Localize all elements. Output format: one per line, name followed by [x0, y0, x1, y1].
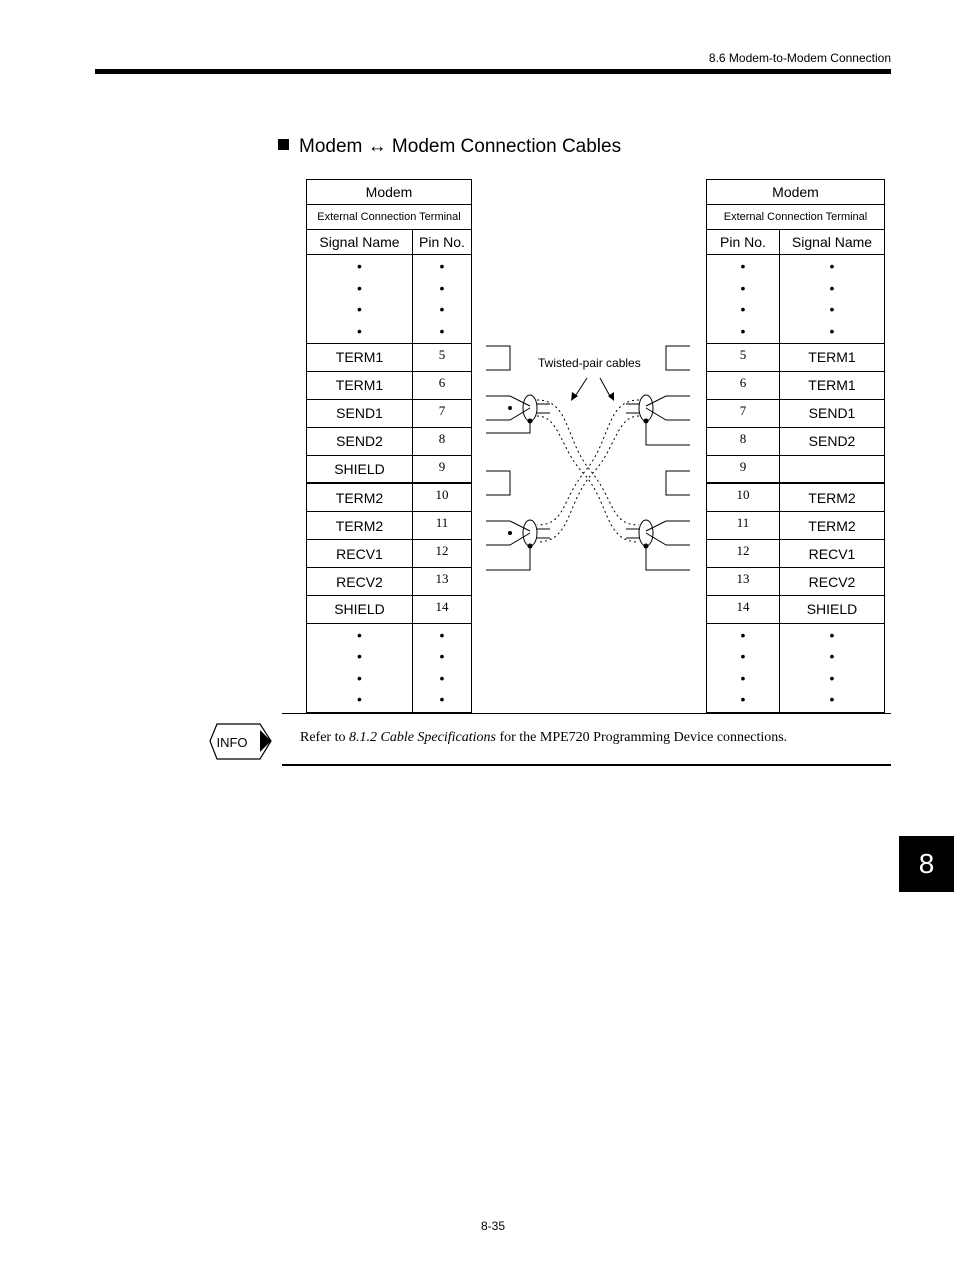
ellipsis-dots: [413, 623, 472, 712]
ellipsis-dots: [707, 255, 780, 344]
left-modem-table: [306, 179, 472, 713]
left-term1-jumper: [486, 346, 510, 370]
right-pin-row: [707, 455, 885, 483]
info-icon: [208, 722, 274, 762]
right-pin-row: [707, 512, 885, 540]
right-col-pin-header: Pin No.: [707, 230, 780, 255]
right-send-pair: [626, 395, 690, 445]
right-modem-table: [706, 179, 885, 713]
left-signal-name: RECV2: [307, 568, 413, 596]
right-pin-number: 10: [707, 483, 780, 511]
info-text: [300, 730, 787, 746]
left-send-pair: [486, 395, 550, 433]
title-part2: Modem Connection Cables: [391, 136, 622, 157]
ellipsis-dot: •: [439, 258, 445, 274]
twisted-pair-cables: [537, 400, 639, 542]
left-pin-row: [307, 455, 472, 483]
ellipsis-dot: •: [439, 648, 445, 665]
ellipsis-dots: [780, 623, 885, 712]
right-col-signal-header: Signal Name: [780, 230, 885, 255]
right-pin-number: 14: [707, 596, 780, 624]
left-recv-pair: [486, 520, 550, 570]
right-pin-number: 6: [707, 371, 780, 399]
junction-dot: [644, 544, 649, 549]
left-pin-row: [307, 344, 472, 372]
right-pin-number: 8: [707, 427, 780, 455]
ellipsis-dots: [307, 623, 413, 712]
right-signal-name: SEND2: [780, 427, 885, 455]
left-pin-row: [307, 540, 472, 568]
right-pin-row: [707, 399, 885, 427]
right-pin-row: [707, 596, 885, 624]
label-arrow-right: [600, 378, 611, 398]
left-pin-number: 6: [413, 371, 472, 399]
ellipsis-dot: •: [357, 301, 362, 317]
left-pin-number: 12: [413, 540, 472, 568]
right-table-subtitle: External Connection Terminal: [707, 205, 885, 230]
left-signal-name: SEND1: [307, 399, 413, 427]
ellipsis-dot: •: [829, 648, 835, 665]
left-pin-number: 13: [413, 568, 472, 596]
info-reference-link[interactable]: 8.1.2 Cable Specifications: [348, 730, 496, 745]
junction-dot: [528, 419, 533, 424]
junction-dot: [528, 544, 533, 549]
right-recv-pair: [626, 520, 690, 570]
title-part1: Modem: [299, 136, 363, 157]
right-pin-row: [707, 540, 885, 568]
info-rule-bottom: [282, 764, 891, 766]
right-term2-jumper: [666, 471, 690, 495]
right-pin-number: 12: [707, 540, 780, 568]
left-pin-number: 7: [413, 399, 472, 427]
right-pin-number: 7: [707, 399, 780, 427]
ellipsis-dot: •: [357, 258, 362, 274]
ellipsis-dot: •: [357, 669, 362, 686]
left-signal-name: SHIELD: [307, 455, 413, 483]
left-table-title: Modem: [307, 180, 472, 205]
ellipsis-dot: •: [357, 279, 362, 296]
right-signal-name: TERM1: [780, 371, 885, 399]
ellipsis-dot: •: [829, 279, 835, 296]
right-signal-name: TERM2: [780, 483, 885, 511]
junction-dot: [508, 406, 512, 410]
ellipsis-dot: •: [740, 691, 746, 708]
ellipsis-dot: •: [740, 669, 746, 686]
ellipsis-dot: •: [357, 691, 362, 708]
right-term1-jumper: [666, 346, 690, 370]
left-signal-name: TERM2: [307, 483, 413, 511]
ellipsis-dot: •: [439, 626, 445, 643]
left-pin-number: 10: [413, 483, 472, 511]
left-pin-number: 8: [413, 427, 472, 455]
page-number: 8-35: [480, 1219, 506, 1233]
info-icon-label: INFO: [216, 735, 248, 750]
left-col-pin-header: Pin No.: [413, 230, 472, 255]
right-signal-name: SHIELD: [780, 596, 885, 624]
right-signal-name: RECV2: [780, 568, 885, 596]
right-table-title: Modem: [707, 180, 885, 205]
right-pin-row: [707, 427, 885, 455]
bidirectional-arrow-icon: ↔: [367, 136, 387, 157]
ellipsis-dot: •: [829, 626, 835, 643]
left-pin-row: [307, 483, 472, 511]
info-text-after: for the MPE720 Programming Device connections.: [499, 730, 788, 745]
right-signal-name: RECV1: [780, 540, 885, 568]
ellipsis-dot: •: [439, 322, 445, 339]
right-pin-number: 11: [707, 512, 780, 540]
junction-dot: [644, 419, 649, 424]
left-pin-row: [307, 371, 472, 399]
ellipsis-dots: [780, 255, 885, 344]
ellipsis-dot: •: [357, 626, 362, 643]
right-signal-name: TERM1: [780, 344, 885, 372]
arrowhead-left-icon: [571, 392, 578, 401]
right-pin-number: 5: [707, 344, 780, 372]
label-arrow-left: [574, 378, 587, 398]
ellipsis-dot: •: [439, 279, 445, 296]
bullet-square-icon: [278, 139, 289, 150]
ellipsis-dot: •: [829, 669, 835, 686]
info-text-before: Refer to: [300, 730, 346, 745]
left-pin-number: 14: [413, 596, 472, 624]
left-signal-name: TERM1: [307, 371, 413, 399]
left-signal-name: TERM2: [307, 512, 413, 540]
left-pin-row: [307, 399, 472, 427]
right-signal-name: SEND1: [780, 399, 885, 427]
ellipsis-dot: •: [740, 322, 746, 339]
left-signal-name: RECV1: [307, 540, 413, 568]
left-pin-number: 11: [413, 512, 472, 540]
info-rule-top: [282, 713, 891, 714]
arrowhead-right-icon: [608, 392, 614, 401]
ellipsis-dots: [307, 255, 413, 344]
right-pin-row: [707, 568, 885, 596]
left-pin-row: [307, 568, 472, 596]
ellipsis-dot: •: [740, 279, 746, 296]
ellipsis-dots: [707, 623, 780, 712]
section-title: [278, 136, 621, 158]
right-pin-row: [707, 344, 885, 372]
twisted-pair-label: Twisted-pair cables: [538, 356, 641, 370]
right-pin-row: [707, 371, 885, 399]
running-header: 8.6 Modem-to-Modem Connection: [708, 51, 891, 65]
ellipsis-dot: •: [740, 258, 746, 274]
junction-dot: [508, 531, 512, 535]
right-pin-number: 9: [707, 455, 780, 483]
ellipsis-dot: •: [740, 648, 746, 665]
ellipsis-dot: •: [439, 669, 445, 686]
left-signal-name: SEND2: [307, 427, 413, 455]
ellipsis-dot: •: [439, 301, 445, 317]
left-col-signal-header: Signal Name: [307, 230, 413, 255]
ellipsis-dot: •: [357, 648, 362, 665]
ellipsis-dot: •: [829, 258, 835, 274]
left-term2-jumper: [486, 471, 510, 495]
ellipsis-dot: •: [439, 691, 445, 708]
ellipsis-dot: •: [829, 691, 835, 708]
left-pin-number: 5: [413, 344, 472, 372]
left-table-subtitle: External Connection Terminal: [307, 205, 472, 230]
right-signal-name: [780, 455, 885, 483]
left-signal-name: TERM1: [307, 344, 413, 372]
ellipsis-dot: •: [740, 626, 746, 643]
left-signal-name: SHIELD: [307, 596, 413, 624]
ellipsis-dot: •: [829, 322, 835, 339]
left-pin-row: [307, 427, 472, 455]
ellipsis-dot: •: [829, 301, 835, 317]
left-pin-number: 9: [413, 455, 472, 483]
ellipsis-dots: [413, 255, 472, 344]
left-pin-row: [307, 512, 472, 540]
right-pin-row: [707, 483, 885, 511]
ellipsis-dot: •: [357, 322, 362, 339]
chapter-tab: 8: [899, 836, 954, 892]
header-rule: [95, 69, 891, 74]
right-signal-name: TERM2: [780, 512, 885, 540]
right-pin-number: 13: [707, 568, 780, 596]
ellipsis-dot: •: [740, 301, 746, 317]
left-pin-row: [307, 596, 472, 624]
